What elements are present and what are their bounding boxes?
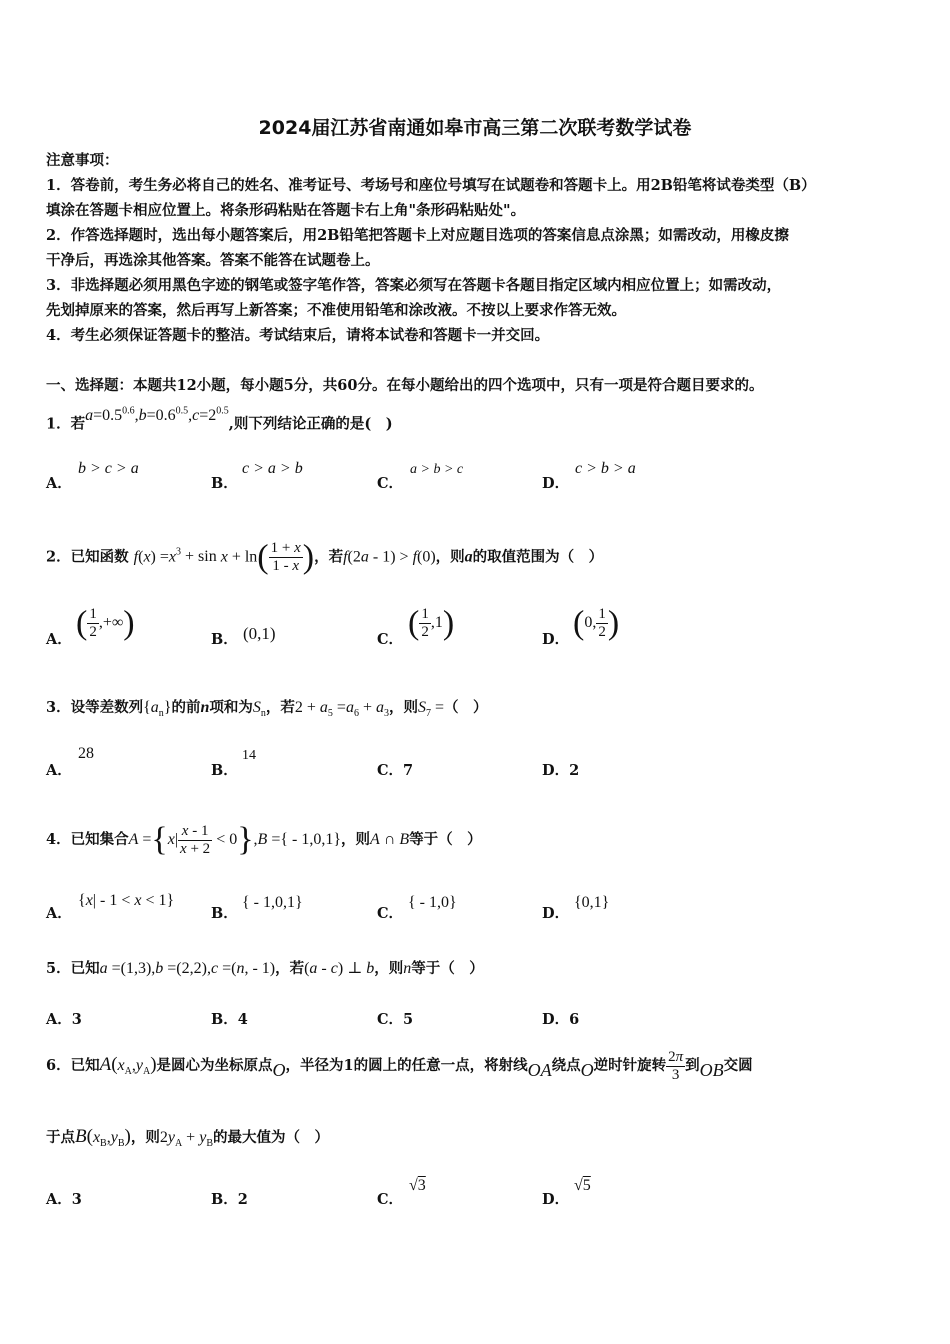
notice-line: 1．答卷前，考生务必将自己的姓名、准考证号、考场号和座位号填写在试题卷和答题卡上。用2B铅笔将试卷类型（B） [46, 177, 816, 194]
question-4-stem: 4．已知集合A ={x| $\frac{x - 1}{x + 2}$ < 0},B ={ - 1,0,1}，则A ∩ B等于（ ） [46, 821, 482, 858]
q1-option-c[interactable]: C． [377, 475, 404, 492]
question-3-stem: 3．设等差数列$\{a_n\}$的前n项和为$S_n$，若$2 + a_5 =a_6 + a_3$，则$S_7$ =（ ） [46, 699, 488, 720]
q3-option-d[interactable]: D．2 [542, 762, 580, 779]
q2-option-c[interactable]: C． [377, 631, 404, 648]
question-1-stem: 1．若$a=0.5^{0.6},b=0.6^{0.5},c=2^{0.5}$,则下列结论正确的是( ) [46, 406, 393, 433]
q1-option-d[interactable]: D． [542, 475, 570, 492]
q6-option-d-math: √5 [574, 1177, 591, 1194]
q2-option-d[interactable]: D． [542, 631, 570, 648]
q3-option-a[interactable]: A． [46, 762, 72, 779]
notice-line: 4．考生必须保证答题卡的整洁。考试结束后，请将本试卷和答题卡一并交回。 [46, 327, 550, 344]
q1-option-c-math: a > b > c [410, 462, 464, 477]
q5-option-b[interactable]: B．4 [211, 1011, 248, 1028]
question-6-stem: 6．已知$A(x_A,y_A)$是圆心为坐标原点O，半径为1的圆上的任意一点，将射线OA绕点O逆时针旋转 $\frac{2\pi}{3}$ 到OB交圆 [46, 1048, 753, 1083]
q6-option-d[interactable]: D． [542, 1191, 570, 1208]
q4-option-d-math: {0,1} [574, 894, 610, 911]
q4-option-c-math: { - 1,0} [408, 894, 457, 911]
q1-option-a-math: b > c > a [78, 460, 139, 477]
q4-option-a-math: {x| - 1 < x < 1} [78, 892, 175, 909]
notice-line: 先划掉原来的答案，然后再写上新答案；不准使用铅笔和涂改液。不按以上要求作答无效。 [46, 302, 626, 319]
page-title: 2024届江苏省南通如皋市高三第二次联考数学试卷 [258, 117, 692, 139]
q2-option-b[interactable]: B． [211, 631, 238, 648]
notice-heading: 注意事项： [46, 152, 119, 169]
q1-option-b[interactable]: B． [211, 475, 238, 492]
q6-option-a[interactable]: A．3 [46, 1191, 82, 1208]
q1-option-a[interactable]: A． [46, 475, 72, 492]
question-6-stem-line2: 于点$B(x_B,y_B)$，则$2y_A + y_B$的最大值为（ ） [46, 1126, 329, 1150]
q4-option-b[interactable]: B． [211, 905, 238, 922]
q2-option-a-math: ( $\frac{1}{2}$ ,+∞) [76, 604, 135, 642]
q2-option-a[interactable]: A． [46, 631, 72, 648]
question-5-stem: 5．已知a =(1,3),b =(2,2),c =(n, - 1)，若(a - c) ⊥ b，则n等于（ ） [46, 960, 484, 977]
q2-option-c-math: ( $\frac{1}{2}$ ,1) [408, 604, 455, 642]
notice-line: 填涂在答题卡相应位置上。将条形码粘贴在答题卡右上角"条形码粘贴处"。 [46, 202, 526, 219]
q5-option-c[interactable]: C．5 [377, 1011, 414, 1028]
q6-option-c-math: √3 [409, 1177, 426, 1194]
q2-option-b-math: (0,1) [243, 624, 276, 643]
section-heading: 一、选择题：本题共12小题，每小题5分，共60分。在每小题给出的四个选项中，只有一项是符合题目要求的。 [46, 377, 764, 394]
q4-option-a[interactable]: A． [46, 905, 72, 922]
q1-option-b-math: c > a > b [242, 460, 303, 477]
q5-option-d[interactable]: D．6 [542, 1011, 580, 1028]
notice-line: 3．非选择题必须用黑色字迹的钢笔或签字笔作答，答案必须写在答题卡各题目指定区域内相应位置上；如需改动， [46, 277, 782, 294]
question-2-stem: 2．已知函数 $f(x) =x^3 + \sin x + \ln$( $\frac{1 + x}{1 - x}$ )，若f(2a - 1) > f(0)，则a的取值范围为（ ） [46, 538, 604, 576]
q1-option-d-math: c > b > a [575, 460, 636, 477]
q4-option-d[interactable]: D． [542, 905, 570, 922]
q3-option-a-math: 28 [78, 745, 94, 762]
q3-option-b[interactable]: B． [211, 762, 238, 779]
notice-line: 干净后，再选涂其他答案。答案不能答在试题卷上。 [46, 252, 380, 269]
q3-option-c[interactable]: C．7 [377, 762, 414, 779]
q2-option-d-math: (0, $\frac{1}{2}$ ) [573, 604, 620, 642]
q6-option-c[interactable]: C． [377, 1191, 404, 1208]
notice-line: 2．作答选择题时，选出每小题答案后，用2B铅笔把答题卡上对应题目选项的答案信息点涂黑；如需改动，用橡皮擦 [46, 227, 789, 244]
q6-option-b[interactable]: B．2 [211, 1191, 248, 1208]
q4-option-c[interactable]: C． [377, 905, 404, 922]
q5-option-a[interactable]: A．3 [46, 1011, 82, 1028]
q4-option-b-math: { - 1,0,1} [242, 894, 303, 911]
q3-option-b-math: 14 [242, 748, 256, 763]
